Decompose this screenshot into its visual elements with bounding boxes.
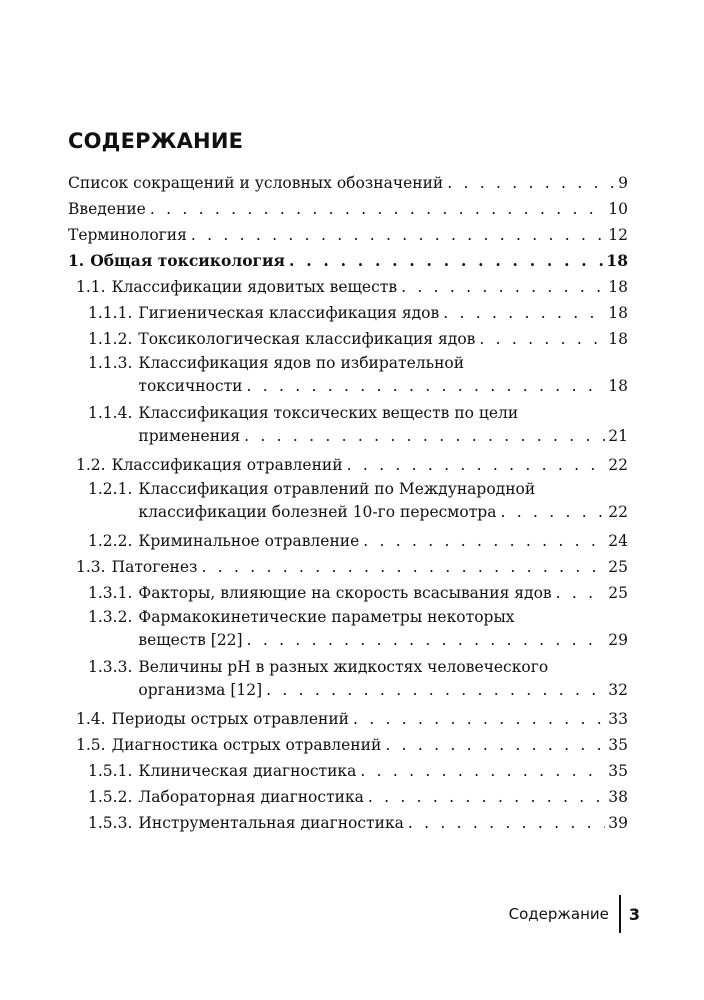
toc-entry[interactable] bbox=[68, 478, 628, 524]
toc-entry-title: Классификация ядов по избирательной bbox=[138, 354, 465, 372]
toc-entry-title: Диагностика острых отравлений bbox=[111, 736, 382, 754]
toc-entry[interactable] bbox=[68, 656, 628, 702]
toc-entry-number: 1.1. bbox=[76, 278, 106, 296]
dot-leader bbox=[408, 810, 605, 836]
dot-leader bbox=[150, 196, 605, 222]
dot-leader bbox=[246, 375, 605, 398]
footer-label: Содержание bbox=[508, 905, 609, 923]
toc-entry[interactable] bbox=[68, 528, 628, 554]
toc-entry[interactable] bbox=[68, 452, 628, 478]
toc-page-number: 35 bbox=[608, 762, 628, 780]
toc-page-number: 21 bbox=[608, 427, 628, 445]
toc-entry[interactable] bbox=[68, 606, 628, 652]
toc-entry-title: Общая токсикология bbox=[90, 251, 286, 270]
toc-entry[interactable] bbox=[68, 300, 628, 326]
toc-entry-title: Терминология bbox=[68, 226, 187, 244]
toc-page-number: 25 bbox=[608, 558, 628, 576]
toc-page-number: 38 bbox=[608, 788, 628, 806]
toc-page-number: 18 bbox=[608, 278, 628, 296]
dot-leader bbox=[360, 758, 605, 784]
toc-page-number: 24 bbox=[608, 532, 628, 550]
toc-entry[interactable] bbox=[68, 732, 628, 758]
toc-page-number: 29 bbox=[608, 631, 628, 649]
toc-entry-title: Лабораторная диагностика bbox=[138, 788, 364, 806]
toc-entry[interactable] bbox=[68, 196, 628, 222]
toc-page-number: 18 bbox=[608, 377, 628, 395]
toc-page-number: 12 bbox=[608, 226, 628, 244]
toc-entry-number: 1.3.1. bbox=[88, 584, 133, 602]
dot-leader bbox=[556, 580, 606, 606]
table-of-contents bbox=[68, 170, 628, 836]
dot-leader bbox=[479, 326, 605, 352]
toc-page-number: 35 bbox=[608, 736, 628, 754]
dot-leader bbox=[447, 170, 615, 196]
toc-entry[interactable] bbox=[68, 352, 628, 398]
dot-leader bbox=[202, 554, 606, 580]
toc-page-number: 33 bbox=[608, 710, 628, 728]
toc-entry-number: 1. bbox=[68, 251, 85, 270]
footer-divider bbox=[619, 895, 621, 933]
dot-leader bbox=[266, 679, 605, 702]
toc-entry-number: 1.3.3. bbox=[88, 658, 133, 676]
toc-page-number: 18 bbox=[608, 330, 628, 348]
toc-entry-number: 1.2. bbox=[76, 456, 106, 474]
dot-leader bbox=[443, 300, 605, 326]
toc-entry-number: 1.5.3. bbox=[88, 814, 133, 832]
toc-entry-title: Величины pH в разных жидкостях человеческого bbox=[138, 658, 549, 676]
toc-entry-title-continuation: классификации болезней 10-го пересмотра bbox=[138, 503, 497, 521]
toc-entry[interactable] bbox=[68, 810, 628, 836]
toc-entry-number: 1.1.1. bbox=[88, 304, 133, 322]
toc-entry-number: 1.5.1. bbox=[88, 762, 133, 780]
toc-entry[interactable] bbox=[68, 274, 628, 300]
toc-entry[interactable] bbox=[68, 706, 628, 732]
dot-leader bbox=[401, 274, 605, 300]
toc-entry-number: 1.5. bbox=[76, 736, 106, 754]
toc-entry[interactable] bbox=[68, 402, 628, 448]
toc-entry[interactable] bbox=[68, 248, 628, 274]
toc-page-number: 22 bbox=[608, 456, 628, 474]
toc-entry-number: 1.1.2. bbox=[88, 330, 133, 348]
dot-leader bbox=[347, 452, 606, 478]
toc-entry-title: Фармакокинетические параметры некоторых bbox=[138, 608, 515, 626]
dot-leader bbox=[247, 629, 606, 652]
running-footer bbox=[509, 895, 640, 933]
toc-entry-title: Токсикологическая классификация ядов bbox=[138, 330, 476, 348]
toc-page-number: 18 bbox=[608, 304, 628, 322]
toc-entry-number: 1.5.2. bbox=[88, 788, 133, 806]
toc-entry[interactable] bbox=[68, 554, 628, 580]
toc-entry[interactable] bbox=[68, 222, 628, 248]
toc-page-number: 18 bbox=[606, 251, 628, 270]
toc-entry[interactable] bbox=[68, 758, 628, 784]
toc-entry-number: 1.3. bbox=[76, 558, 106, 576]
toc-entry-number: 1.2.2. bbox=[88, 532, 133, 550]
toc-entry-number: 1.1.4. bbox=[88, 404, 133, 422]
toc-entry-title: Патогенез bbox=[111, 558, 198, 576]
toc-entry-title-continuation: применения bbox=[138, 427, 241, 445]
toc-page-number: 10 bbox=[608, 200, 628, 218]
toc-entry-title-continuation: веществ [22] bbox=[138, 631, 243, 649]
toc-entry-title: Классификация отравлений bbox=[111, 456, 343, 474]
page-number: 3 bbox=[628, 904, 640, 924]
dot-leader bbox=[368, 784, 605, 810]
toc-entry-number: 1.1.3. bbox=[88, 354, 133, 372]
dot-leader bbox=[385, 732, 605, 758]
toc-entry-title: Криминальное отравление bbox=[138, 532, 360, 550]
toc-entry[interactable] bbox=[68, 784, 628, 810]
toc-entry-number: 1.4. bbox=[76, 710, 106, 728]
toc-entry-title: Введение bbox=[68, 200, 146, 218]
toc-page-number: 32 bbox=[608, 681, 628, 699]
toc-entry[interactable] bbox=[68, 326, 628, 352]
toc-entry-title: Гигиеническая классификация ядов bbox=[138, 304, 440, 322]
toc-entry-number: 1.2.1. bbox=[88, 480, 133, 498]
dot-leader bbox=[244, 425, 605, 448]
toc-page-number: 39 bbox=[608, 814, 628, 832]
dot-leader bbox=[191, 222, 605, 248]
toc-entry[interactable] bbox=[68, 580, 628, 606]
page-title: СОДЕРЖАНИЕ bbox=[68, 129, 244, 153]
toc-entry-number: 1.3.2. bbox=[88, 608, 133, 626]
toc-entry-title: Список сокращений и условных обозначений bbox=[68, 174, 444, 192]
dot-leader bbox=[363, 528, 605, 554]
toc-entry-title: Классификация отравлений по Международной bbox=[138, 480, 536, 498]
toc-entry[interactable] bbox=[68, 170, 628, 196]
toc-entry-title: Периоды острых отравлений bbox=[111, 710, 349, 728]
dot-leader bbox=[353, 706, 605, 732]
dot-leader bbox=[289, 248, 603, 274]
toc-entry-title: Инструментальная диагностика bbox=[138, 814, 404, 832]
toc-page-number: 25 bbox=[608, 584, 628, 602]
toc-entry-title: Классификации ядовитых веществ bbox=[111, 278, 398, 296]
toc-entry-title: Клиническая диагностика bbox=[138, 762, 357, 780]
dot-leader bbox=[500, 501, 605, 524]
toc-page-number: 9 bbox=[618, 174, 628, 192]
toc-entry-title-continuation: токсичности bbox=[138, 377, 243, 395]
toc-entry-title: Факторы, влияющие на скорость всасывания ядов bbox=[138, 584, 552, 602]
toc-entry-title-continuation: организма [12] bbox=[138, 681, 263, 699]
toc-page-number: 22 bbox=[608, 503, 628, 521]
toc-entry-title: Классификация токсических веществ по цели bbox=[138, 404, 519, 422]
